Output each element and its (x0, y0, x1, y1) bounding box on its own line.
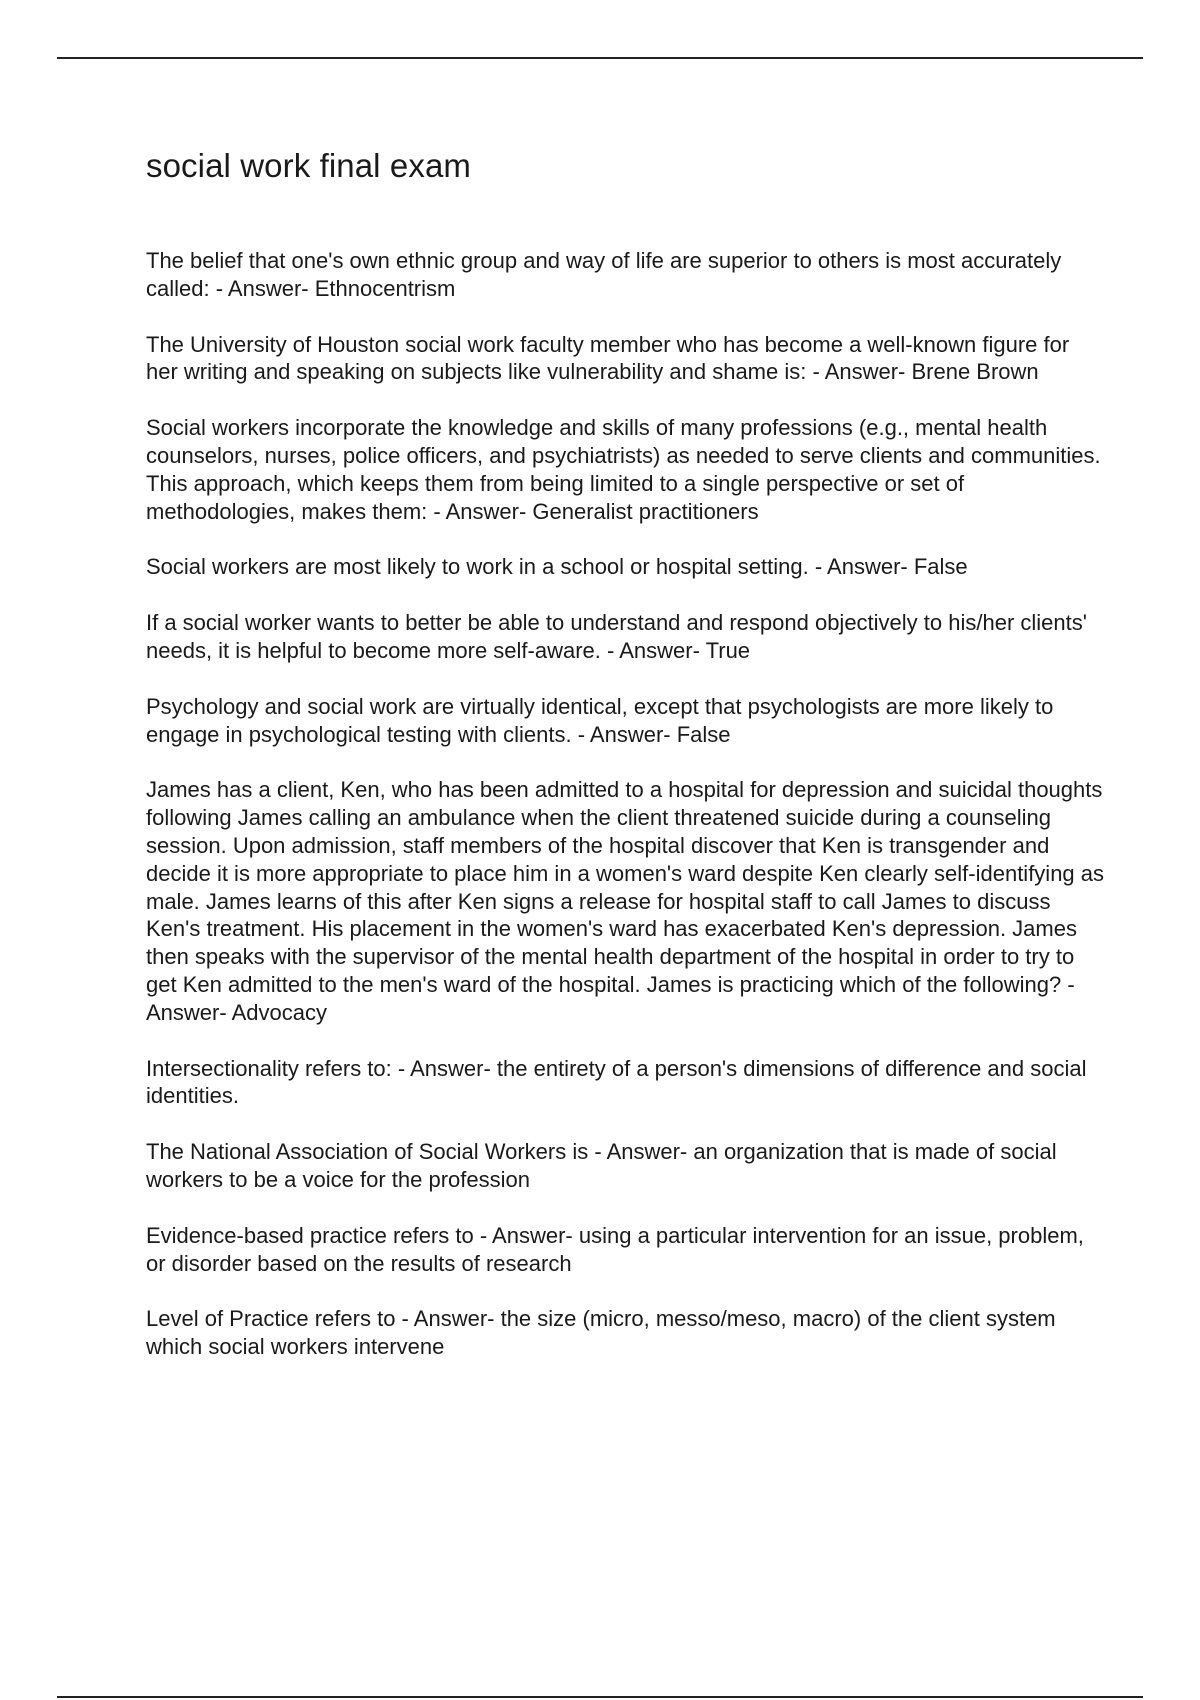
qa-list (146, 247, 1106, 1361)
qa-item-11: Level of Practice refers to - Answer- the size (micro, messo/meso, macro) of the client system which social workers intervene (146, 1306, 1056, 1360)
qa-item-5: If a social worker wants to better be able to understand and respond objectively to his/her clients' needs, it is helpful to become more self-aware. - Answer- True (146, 610, 1087, 663)
qa-item-7: James has a client, Ken, who has been admitted to a hospital for depression and suicidal thoughts following James calling an ambulance when the client threatened suicide during a counseling session. Upon admission, staff members of the hospital discover that Ken is transgender and decide it is more appropriate to place him in a women's ward despite Ken clearly self-identifying as male. James learns of this after Ken signs a release for hospital staff to call James to discuss Ken's treatment. His placement in the women's ward has exacerbated Ken's depression. James then speaks with the supervisor of the mental health department of the hospital in order to try to get Ken admitted to the men's ward of the hospital. James is practicing which of the following? - Answer- Advocacy (146, 777, 1105, 1025)
qa-item-4: Social workers are most likely to work in a school or hospital setting. - Answer- False (146, 554, 968, 580)
page-title: social work final exam (146, 147, 471, 184)
qa-item-8: Intersectionality refers to: - Answer- the entirety of a person's dimensions of difference and social identities. (146, 1055, 1087, 1109)
qa-item-6: Psychology and social work are virtually identical, except that psychologists are more likely to engage in psychological testing with clients. - Answer- False (146, 693, 1054, 747)
top-divider (57, 57, 1143, 59)
qa-item-10: Evidence-based practice refers to - Answer- using a particular intervention for an issue, problem, or disorder based on the results of research (146, 1222, 1084, 1276)
bottom-divider (57, 1696, 1143, 1698)
qa-item-9: The National Association of Social Workers is - Answer- an organization that is made of social workers to be a voice for the profession (146, 1139, 1057, 1192)
qa-item-3: Social workers incorporate the knowledge and skills of many professions (e.g., mental health counselors, nurses, police officers, and psychiatrists) as needed to serve clients and communities. This approach, which keeps them from being limited to a single perspective or set of methodologies, makes them: - Answer- Generalist practitioners (146, 415, 1101, 524)
qa-item-1: The belief that one's own ethnic group and way of life are superior to others is most accurately called: - Answer- Ethnocentrism (146, 248, 1062, 301)
qa-item-2: The University of Houston social work faculty member who has become a well-known figure for her writing and speaking on subjects like vulnerability and shame is: - Answer- Brene Brown (146, 331, 1070, 385)
document-page (146, 140, 1106, 1389)
